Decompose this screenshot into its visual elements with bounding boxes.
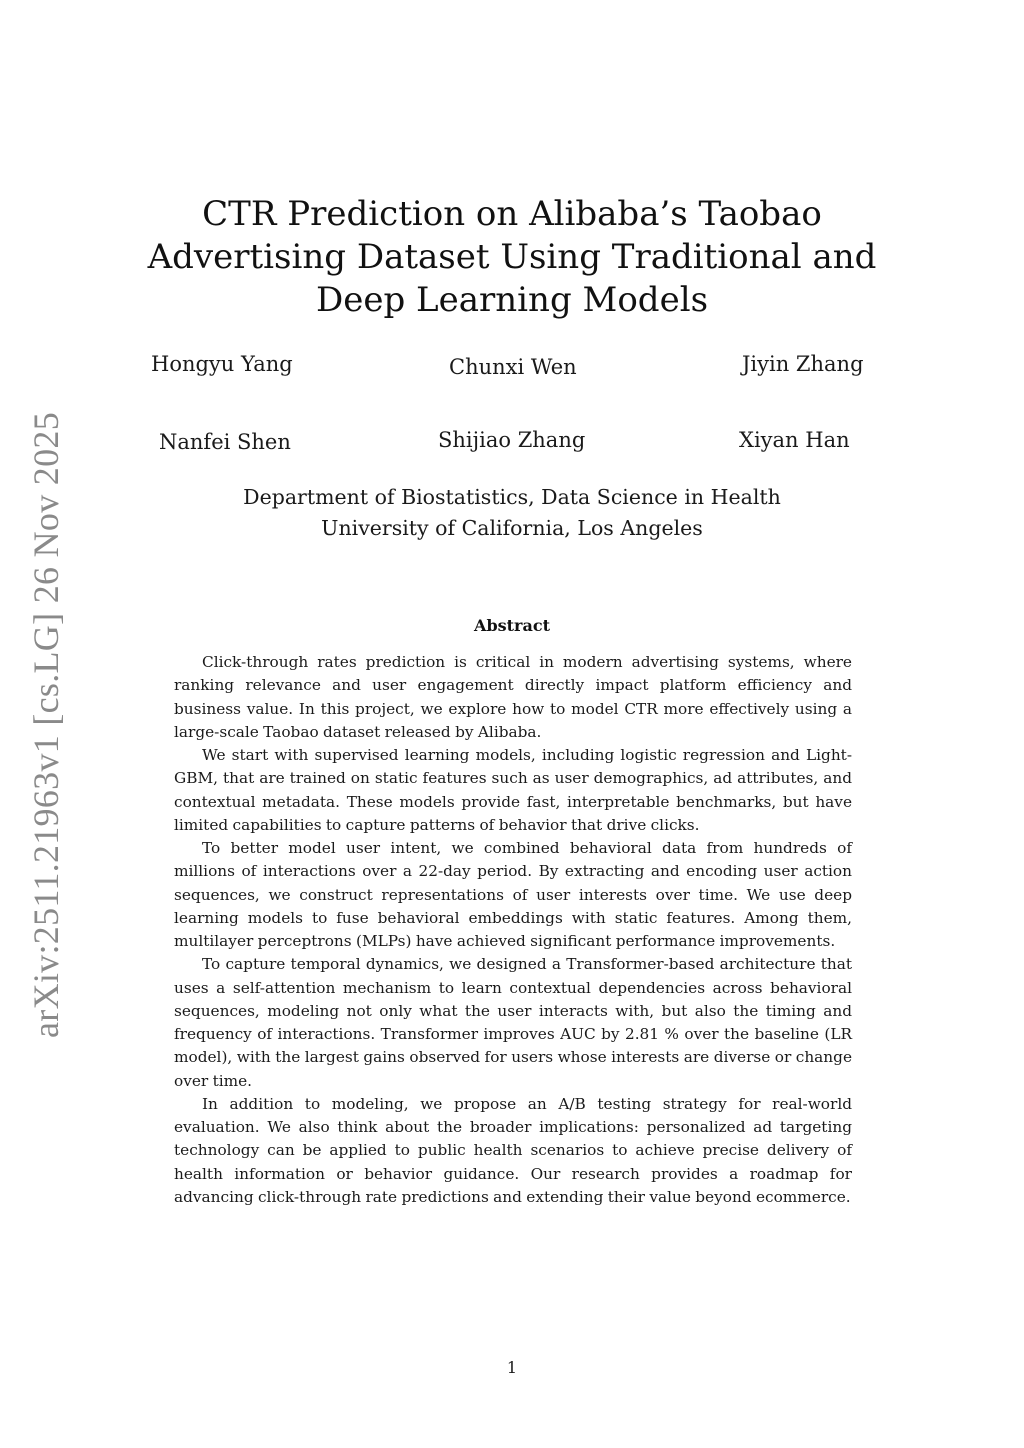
affiliation [120,482,904,544]
affiliation-line: Department of Biostatistics, Data Science in Health [243,485,781,509]
abstract-paragraph: To capture temporal dynamics, we designed a Transformer-based architecture that uses a self-attention mechanism to learn contextual dependencies across behavioral sequences, modeling not only what the user interacts with, but also the timing and frequency of interactions. Transformer improves AUC by 2.81 % over the baseline (LR model), with the largest gains observed for users whose interests are diverse or change over time. [174,955,852,1090]
title-line: CTR Prediction on Alibaba’s Taobao [202,194,822,234]
abstract-paragraph: Click-through rates prediction is critical in modern advertising systems, where ranking relevance and user engagement directly impact platform efficiency and business value. In this project, we explore how to model CTR more effectively using a large-scale Taobao dataset released by Alibaba. [174,653,852,741]
title-line: Deep Learning Models [315,280,709,320]
arxiv-identifier: arXiv:2511.21963v1 [cs.LG] 26 Nov 2025 [26,412,66,1038]
paper-title [120,193,904,322]
affiliation-line: University of California, Los Angeles [321,516,703,540]
author-name: Nanfei Shen [159,430,291,454]
abstract-paragraph: We start with supervised learning models, including logistic regression and LightGBM, that are trained on static features such as user demographics, ad attributes, and contextual metadata. These models provide fast, interpretable benchmarks, but have limited capabilities to capture patterns of behavior that drive clicks. [174,746,852,834]
abstract-paragraph: In addition to modeling, we propose an A/B testing strategy for real-world evaluation. We also think about the broader implications: personalized ad targeting technology can be applied to public health scenarios to achieve precise delivery of health information or behavior guidance. Our research provides a roadmap for advancing click-through rate predictions and extending their value beyond ecommerce. [174,1094,852,1206]
abstract-paragraph: To better model user intent, we combined behavioral data from hundreds of millions of interactions over a 22-day period. By extracting and encoding user action sequences, we construct representations of user interests over time. We use deep learning models to fuse behavioral embeddings with static features. Among them, multilayer perceptrons (MLPs) have achieved significant performance improvements. [174,839,852,950]
title-line: Advertising Dataset Using Traditional and [147,237,877,277]
page-number: 1 [506,1358,518,1377]
abstract-heading: Abstract [474,616,550,635]
abstract-body [174,651,852,1209]
author-name: Shijiao Zhang [438,428,586,452]
author-name: Hongyu Yang [151,352,293,376]
author-name: Jiyin Zhang [742,352,864,376]
author-name: Chunxi Wen [449,355,577,379]
author-name: Xiyan Han [739,428,850,452]
